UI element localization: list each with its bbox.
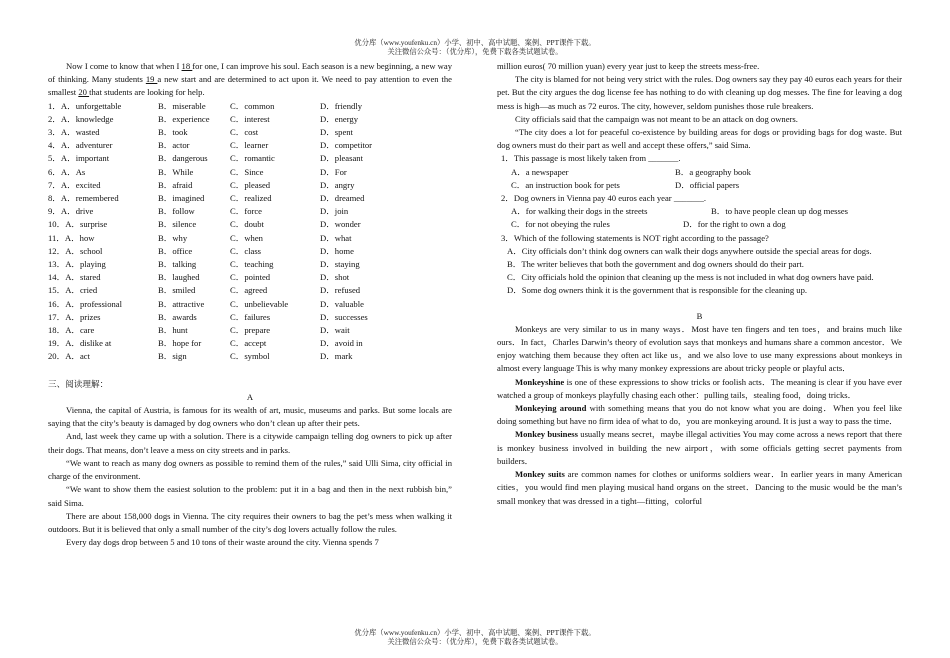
option-a: 20．A．act — [48, 351, 91, 362]
option-c: C．common — [230, 100, 275, 111]
option-d: D．competitor — [320, 140, 373, 151]
question-1-options-row2: C．an instruction book for pets D．official papers — [511, 179, 740, 190]
option-row — [48, 350, 452, 363]
option-d: D．mark — [320, 351, 353, 362]
option-row — [48, 284, 452, 297]
option-c: C．teaching — [230, 259, 274, 270]
cloze-options — [48, 100, 452, 364]
question-2-options-row1: A．for walking their dogs in the streets B．to have people clean up dog messes — [511, 206, 848, 217]
passage-a-paragraph: City officials said that the campaign was not meant to be an attack on dog owners. — [515, 113, 798, 124]
option-row — [48, 337, 452, 350]
option-b: B．miserable — [158, 100, 206, 111]
option-b: B．smiled — [158, 285, 196, 296]
option-a: 15．A．cried — [48, 285, 98, 296]
option-b: B．hunt — [158, 325, 188, 336]
option-row — [48, 324, 452, 337]
question-3: 3．Which of the following statements is NOT right according to the passage? — [501, 232, 769, 243]
option-b: B．imagined — [158, 193, 205, 204]
option-a: 10．A．surprise — [48, 219, 108, 230]
option-d: D．pleasant — [320, 153, 363, 164]
option-row — [48, 179, 452, 192]
question-3-option-c: C．City officials hold the opinion that cleaning up the mess is not included in what dog owners have paid. — [507, 272, 874, 283]
option-c: C．Since — [230, 166, 264, 177]
question-3-option-d: D．Some dog owners think it is the government that is responsible for the cleaning up. — [507, 285, 808, 296]
option-a: 14．A．stared — [48, 272, 101, 283]
option-a: 7．A．excited — [48, 179, 101, 190]
option-a: 8．A．remembered — [48, 193, 119, 204]
option-a: 4．A．adventurer — [48, 140, 113, 151]
option-c: C．interest — [230, 113, 270, 124]
option-row — [48, 166, 452, 179]
option-d: D．wonder — [320, 219, 361, 230]
option-d: D．what — [320, 232, 352, 243]
option-row — [48, 126, 452, 139]
option-b: B．attractive — [158, 298, 205, 309]
passage-a-paragraph: Vienna, the capital of Austria, is famous for its wealth of art, music, museums and parks. But some locals are saying that the city’s beauty is damaged by dog owners who don’t clean up after their pets. — [48, 405, 452, 429]
passage-a-paragraph: “We want to reach as many dog owners as possible to remind them of the rules,” said Ulli Sima, city official in charge of the environment. — [48, 457, 452, 482]
passage-b-paragraph: Monkey suits are common names for clothes or uniforms soldiers wear．In earlier years in many American cities，you would find men playing musical hand organs on the street．Dancing to the music would be the man’s small monkey that was dressed in a tight—fitting，colorful — [497, 469, 902, 506]
option-b: B．took — [158, 127, 188, 138]
passage-a-paragraph: The city is blamed for not being very strict with the rules. Dog owners say they pay 40 euros each years for their pet. But the city argues the dog license fee has nothing to do with cleaning up dog messes. The fine for leaving a dog mess is high—as much as 72 euros. The city, however, seldom punishes those rule breakers. — [497, 74, 902, 111]
option-b: B．office — [158, 245, 193, 256]
passage-b-paragraph: Monkeyshine is one of these expressions to show tricks or foolish acts．The meaning is clear if you have ever watched a group of monkeys playfully chasing each other：pulling tails，stealing food，doing tricks． — [497, 376, 902, 400]
option-c: C．cost — [230, 127, 259, 138]
passage-b-paragraph: Monkeys are very similar to us in many ways．Most have ten fingers and ten toes，and brains much like ours．In fact，Charles Darwin’s theory of evolution says that monkeys and humans share a common ancestor．We enjoy watching them because they often act like us，and we also love to use many expressions about monkeys in almost every language This is why many monkey expressions are about tricky people or playful acts． — [497, 323, 902, 374]
option-a: 9．A．drive — [48, 206, 94, 217]
option-d: D．staying — [320, 259, 360, 270]
option-row — [48, 298, 452, 311]
option-b: B．follow — [158, 206, 195, 217]
option-d: D．angry — [320, 179, 355, 190]
option-d: D．friendly — [320, 100, 363, 111]
option-a: 3．A．wasted — [48, 127, 100, 138]
option-a: 17．A．prizes — [48, 311, 101, 322]
option-a: 5．A．important — [48, 153, 110, 164]
option-b: B．dangerous — [158, 153, 208, 164]
option-c: C．force — [230, 206, 262, 217]
option-row — [48, 232, 452, 245]
option-c: C．pleased — [230, 179, 271, 190]
option-c: C．failures — [230, 311, 271, 322]
header-line-1: 优分库（www.youfenku.cn）小学、初中、高中试题、案例、PPT课件下载。 — [354, 38, 596, 47]
option-row — [48, 271, 452, 284]
option-d: D．shot — [320, 272, 350, 283]
option-a: 13．A．playing — [48, 259, 106, 270]
option-a: 12．A．school — [48, 245, 103, 256]
option-c: C．pointed — [230, 272, 271, 283]
blank-20: 20 — [78, 87, 90, 98]
left-column — [48, 60, 452, 549]
section-title: 三、阅读理解： — [48, 378, 109, 389]
option-d: D．energy — [320, 113, 359, 124]
option-b: B．actor — [158, 140, 190, 151]
option-d: D．home — [320, 245, 354, 256]
passage-b-paragraph: Monkeying around with something means that you do not know what you are doing．When you feel like doing something but have no firm idea of what to do，you are monkeying around. It is just a way to pass the time． — [497, 403, 902, 427]
option-row — [48, 245, 452, 258]
option-b: B．sign — [158, 351, 187, 362]
option-d: D．avoid in — [320, 338, 363, 349]
option-d: D．valuable — [320, 298, 364, 309]
question-2: 2．Dog owners in Vienna pay 40 euros each year _______. — [501, 193, 707, 204]
passage-a-label: A — [246, 391, 254, 402]
option-a: 18．A．care — [48, 325, 95, 336]
option-a: 6．A．As — [48, 166, 86, 177]
header-line-2: 关注微信公众号：（优分库），免费下载各类试题试卷。 — [387, 47, 563, 56]
option-d: D．spent — [320, 127, 353, 138]
option-row — [48, 100, 452, 113]
option-b: B．afraid — [158, 179, 193, 190]
option-d: D．join — [320, 206, 349, 217]
page-footer — [0, 628, 950, 646]
passage-a-paragraph: “The city does a lot for peaceful co-existence by building areas for dogs or providing bags for dog waste. But dog owners must do their part as well and accept these offers,” said Sima. — [497, 127, 902, 151]
option-c: C．prepare — [230, 325, 271, 336]
option-b: B．silence — [158, 219, 197, 230]
option-row — [48, 113, 452, 126]
question-1: 1．This passage is most likely taken from _______. — [501, 153, 681, 164]
option-b: B．laughed — [158, 272, 200, 283]
option-a: 19．A．dislike at — [48, 338, 112, 349]
option-c: C．learner — [230, 140, 269, 151]
option-b: B．why — [158, 232, 188, 243]
option-d: D．successes — [320, 311, 368, 322]
passage-a-paragraph: “We want to show them the easiest solution to the problem: put it in a bag and then in the next rubbish bin,” said Sima. — [48, 484, 452, 508]
footer-line-1: 优分库（www.youfenku.cn）小学、初中、高中试题、案例、PPT课件下载。 — [354, 628, 596, 637]
passage-a-paragraph: Every day dogs drop between 5 and 10 tons of their waste around the city. Vienna spends 7 — [66, 537, 379, 548]
footer-line-2: 关注微信公众号：（优分库），免费下载各类试题试卷。 — [387, 637, 563, 646]
option-d: D．refused — [320, 285, 361, 296]
passage-b-paragraph: Monkey business usually means secret，maybe illegal activities You may come across a news report that there is monkey business involved in building the new airport，with some officials getting secret payments from builders． — [497, 429, 902, 466]
passage-a-paragraph: And, last week they came up with a solution. There is a citywide campaign telling dog owners to pick up after their dogs. That means, don’t leave a mess on city streets and in parks. — [48, 431, 452, 455]
option-c: C．symbol — [230, 351, 270, 362]
passage-a-paragraph: There are about 158,000 dogs in Vienna. The city requires their owners to bag the pet’s mess when walking it outdoors. But it is believed that only a small number of the city’s dog lovers actually follow the rules. — [48, 510, 452, 534]
option-c: C．agreed — [230, 285, 268, 296]
option-b: B．experience — [158, 113, 210, 124]
option-a: 11．A．how — [48, 232, 95, 243]
option-c: C．realized — [230, 193, 272, 204]
question-3-option-b: B．The writer believes that both the government and dog owners should do their part. — [507, 259, 804, 270]
question-2-options-row2: C．for not obeying the rules D．for the right to own a dog — [511, 219, 786, 230]
question-3-option-a: A．City officials don’t think dog owners can walk their dogs anywhere outside the special areas for dogs. — [507, 245, 872, 256]
option-b: B．hope for — [158, 338, 202, 349]
option-row — [48, 218, 452, 231]
right-column — [497, 60, 902, 508]
blank-18: 18 — [181, 61, 193, 71]
option-a: 1．A．unforgettable — [48, 100, 122, 111]
option-row — [48, 205, 452, 218]
option-b: B．awards — [158, 311, 197, 322]
option-d: D．dreamed — [320, 193, 365, 204]
option-b: B．While — [158, 166, 194, 177]
option-c: C．when — [230, 232, 263, 243]
option-c: C．accept — [230, 338, 267, 349]
option-a: 2．A．knowledge — [48, 113, 114, 124]
passage-a-paragraph: million euros( 70 million yuan) every year just to keep the streets mess-free. — [497, 61, 760, 71]
question-1-options-row1: A．a newspaper B．a geography book — [511, 166, 751, 177]
option-row — [48, 192, 452, 205]
option-c: C．doubt — [230, 219, 264, 230]
option-d: D．wait — [320, 325, 350, 336]
blank-19: 19 — [145, 74, 158, 85]
cloze-paragraph: Now I come to know that when I 18 for one, I can improve his soul. Each season is a new beginning, a new way of thinking. Many students 19 a new start and are determined to act upon it. We need to pay attention to even the smallest 20 that students are looking for help. — [48, 61, 452, 98]
option-row — [48, 258, 452, 271]
option-c: C．unbelievable — [230, 298, 289, 309]
option-row — [48, 311, 452, 324]
option-a: 16．A．professional — [48, 298, 122, 309]
page-header — [0, 38, 950, 56]
option-row — [48, 139, 452, 152]
option-row — [48, 152, 452, 165]
option-c: C．class — [230, 245, 262, 256]
option-b: B．talking — [158, 259, 197, 270]
option-c: C．romantic — [230, 153, 275, 164]
passage-b-label: B — [696, 310, 703, 321]
option-d: D．For — [320, 166, 347, 177]
